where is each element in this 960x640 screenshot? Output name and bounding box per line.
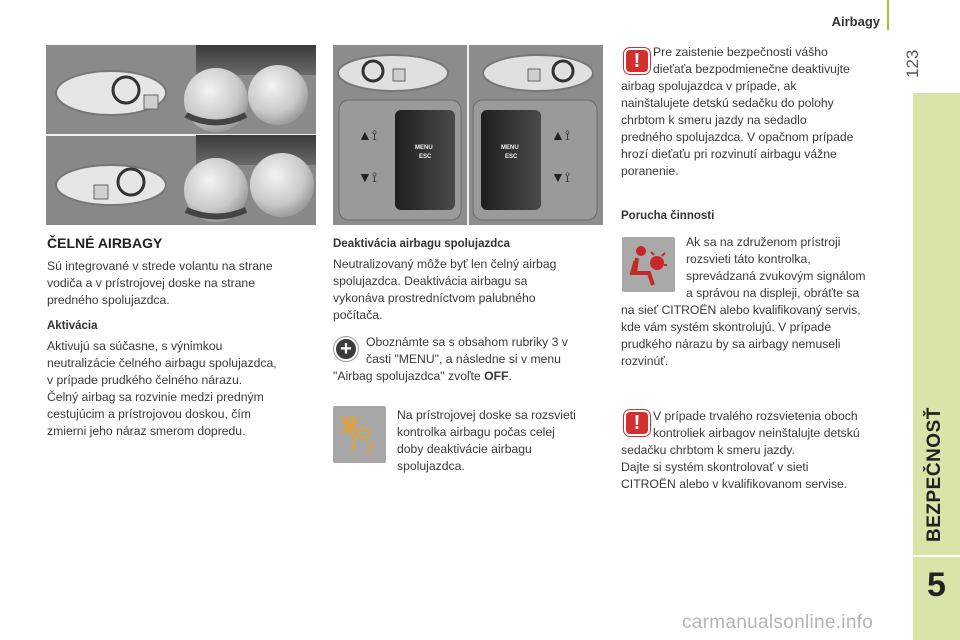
activation-line: zmierni jeho náraz smerom dopredu. xyxy=(47,424,246,438)
warning-line: airbag spolujazdca v prípade, ak xyxy=(621,79,797,93)
malfunction-line: Ak sa na združenom prístroji xyxy=(686,235,841,249)
info-line: Oboznámte sa s obsahom rubriky 3 v xyxy=(366,335,568,349)
malfunction-line: a správou na displeji, obráťte sa xyxy=(686,286,860,300)
deactivation-text xyxy=(333,256,603,324)
airbag-illustration-photo xyxy=(46,45,316,225)
warning-line: Dajte si systém skontrolovať v sieti xyxy=(621,460,809,474)
intro-line: predného spolujazdca. xyxy=(47,293,170,307)
front-airbags-heading: ČELNÉ AIRBAGY xyxy=(47,235,163,251)
activation-line: v prípade prudkého čelného nárazu. xyxy=(47,373,243,387)
svg-text:▲⟟: ▲⟟ xyxy=(551,127,571,143)
deactivation-line: spolujazdca. Deaktivácia airbagu sa xyxy=(333,274,528,288)
intro-line: Sú integrované v strede volantu na strane xyxy=(47,259,273,273)
activation-line: Čelný airbag sa rozvinie medzi predným xyxy=(47,390,264,404)
svg-text:▼⟟: ▼⟟ xyxy=(358,169,378,185)
esc-label-right: ESC xyxy=(505,154,518,160)
front-airbags-intro xyxy=(47,258,317,309)
deactivation-line: počítača. xyxy=(333,308,383,322)
lamp-line: kontrolka airbagu počas celej xyxy=(397,425,555,439)
activation-heading: Aktivácia xyxy=(47,320,98,332)
warning-line: hrozí dieťaťu pri rozvinutí airbagu vážne xyxy=(621,147,837,161)
malfunction-line: rozsvieti táto kontrolka, xyxy=(686,252,811,266)
lamp-note xyxy=(397,407,607,475)
lamp-line: doby deaktivácie airbagu xyxy=(397,442,532,456)
info-line-3-text: "Airbag spolujazdca" zvoľte xyxy=(333,369,485,383)
chapter-label: BEZPEČNOSŤ xyxy=(924,407,945,543)
side-tab-divider xyxy=(913,555,960,557)
activation-line: cestujúcim a prístrojovou doskou, čím xyxy=(47,407,251,421)
menu-esc-controls-photo xyxy=(333,45,603,225)
malfunction-line: prudkého nárazu by sa airbagy nemuseli xyxy=(621,337,841,351)
chapter-side-tab xyxy=(913,93,960,640)
deactivation-line: Neutralizovaný môže byť len čelný airbag xyxy=(333,257,557,271)
malfunction-heading: Porucha činnosti xyxy=(621,210,715,222)
malfunction-text xyxy=(621,234,906,370)
menu-label-left: MENU xyxy=(415,145,433,151)
svg-text:▲⟟: ▲⟟ xyxy=(358,127,378,143)
deactivation-heading: Deaktivácia airbagu spolujazdca xyxy=(333,238,511,250)
warning-line: nainštalujete detskú sedačku do polohy xyxy=(621,96,834,110)
warning-line: Pre zaistenie bezpečnosti vášho xyxy=(653,45,828,59)
malfunction-line: kde vám systém skontrolujú. V prípade xyxy=(621,320,831,334)
warning-line: V prípade trvalého rozsvietenia oboch xyxy=(653,409,858,423)
esc-label-left: ESC xyxy=(419,154,432,160)
warning-line: poranenie. xyxy=(621,164,679,178)
svg-text:▼⟟: ▼⟟ xyxy=(551,169,571,185)
info-line-3-end: . xyxy=(508,369,512,383)
info-line-3 xyxy=(333,368,608,385)
activation-line: neutralizácie čelného airbagu spolujazdca, xyxy=(47,356,277,370)
lamp-line: Na prístrojovej doske sa rozsvieti xyxy=(397,408,576,422)
activation-line: Aktivujú sa súčasne, s výnimkou xyxy=(47,339,223,353)
svg-text:2: 2 xyxy=(364,437,374,457)
exclamation-warning-icon: ! xyxy=(624,48,650,74)
airbag-off-lamp-icon xyxy=(333,406,386,463)
lamp-line: spolujazdca. xyxy=(397,459,465,473)
permanent-lamp-warning xyxy=(621,408,906,493)
warning-line: CITROËN alebo v kvalifikovanom servise. xyxy=(621,477,848,491)
intro-line: vodiča a v prístrojovej doske na strane xyxy=(47,276,255,290)
menu-label-right: MENU xyxy=(501,145,519,151)
malfunction-line: sprevádzaná zvukovým signálom xyxy=(686,269,866,283)
activation-text xyxy=(47,338,317,440)
plus-info-icon: + xyxy=(334,337,358,361)
info-note xyxy=(333,334,608,385)
watermark: carmanualsonline.info xyxy=(682,612,874,633)
warning-line: predného spolujazdca. V opačnom prípade xyxy=(621,130,854,144)
warning-line: sedačku chrbtom k smeru jazdy. xyxy=(621,443,795,457)
chapter-number: 5 xyxy=(927,566,946,604)
section-title: Airbagy xyxy=(831,14,880,29)
deactivation-line: vykonáva prostredníctvom palubného xyxy=(333,291,536,305)
malfunction-line: na sieť CITROËN alebo kvalifikovaný servis, xyxy=(621,303,861,317)
header-rule xyxy=(887,0,889,30)
child-seat-warning xyxy=(621,44,906,180)
page-number: 123 xyxy=(903,49,922,79)
exclamation-warning-icon: ! xyxy=(624,410,650,436)
malfunction-line: rozvinúť. xyxy=(621,354,669,368)
warning-line: chrbtom k smeru jazdy na sedadlo xyxy=(621,113,807,127)
off-keyword: OFF xyxy=(484,369,509,383)
warning-line: kontroliek airbagov neinštalujte detskú xyxy=(653,426,860,440)
warning-line: dieťaťa bezpodmienečne deaktivujte xyxy=(653,62,850,76)
info-line: časti "MENU", a následne si v menu xyxy=(366,352,561,366)
